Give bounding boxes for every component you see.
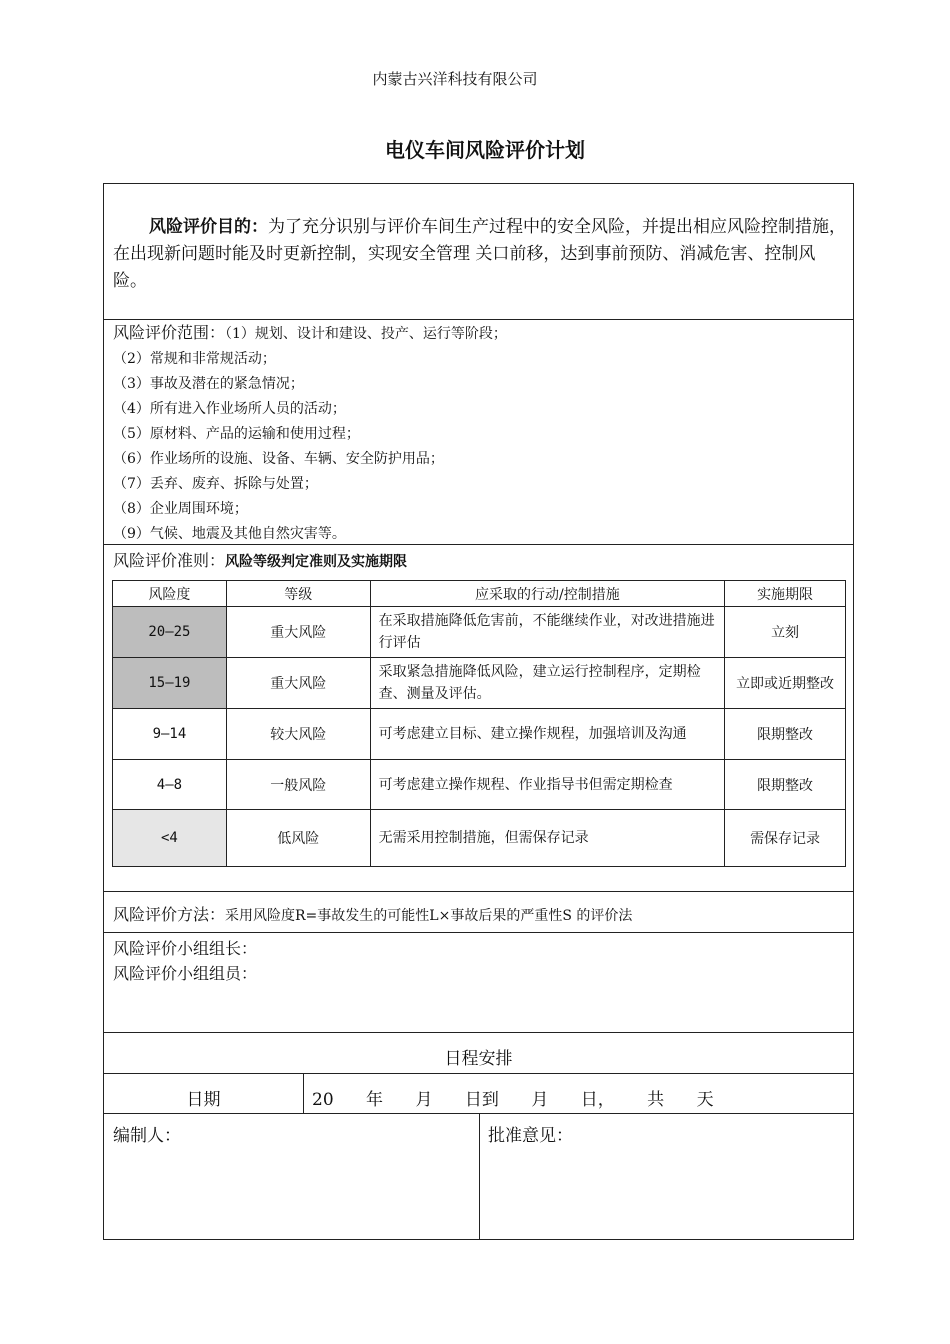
date-label: 日期	[186, 1090, 221, 1110]
column-header: 风险度	[113, 581, 227, 607]
divider	[479, 1113, 480, 1240]
method-label: 风险评价方法：	[113, 905, 226, 924]
table-row	[113, 607, 846, 658]
risk-level-cell: 低风险	[226, 810, 370, 867]
approval-label: 批准意见：	[488, 1126, 573, 1146]
column-header: 等级	[226, 581, 370, 607]
compiler-label: 编制人：	[113, 1126, 181, 1146]
risk-deadline-cell: 限期整改	[725, 760, 846, 810]
team-section	[113, 936, 257, 986]
risk-level-cell: 重大风险	[226, 607, 370, 658]
scope-item: （7）丢弃、废弃、拆除与处置；	[113, 476, 318, 492]
scope-item: （6）作业场所的设施、设备、车辆、安全防护用品；	[113, 451, 444, 467]
divider	[104, 891, 853, 892]
column-header: 应采取的行动/控制措施	[370, 581, 724, 607]
scope-item: （9）气候、地震及其他自然灾害等。	[113, 526, 346, 542]
scope-header	[113, 322, 507, 345]
schedule-title: 日程安排	[444, 1049, 513, 1069]
scope-item: （5）原材料、产品的运输和使用过程；	[113, 426, 360, 442]
risk-deadline-cell: 立即或近期整改	[725, 658, 846, 709]
divider	[104, 1032, 853, 1033]
risk-action-cell: 可考虑建立操作规程、作业指导书但需定期检查	[370, 760, 724, 810]
risk-level-cell: 一般风险	[226, 760, 370, 810]
risk-level-cell: 较大风险	[226, 709, 370, 760]
risk-action-cell: 在采取措施降低危害前，不能继续作业，对改进措施进行评估	[370, 607, 724, 658]
date-value: 20 年 月 日到 月 日， 共 天	[312, 1090, 714, 1110]
plan-form	[103, 183, 854, 1240]
criteria-header	[113, 548, 407, 571]
criteria-title: 风险等级判定准则及实施期限	[225, 554, 408, 570]
risk-level-cell: 重大风险	[226, 658, 370, 709]
criteria-label: 风险评价准则：	[113, 551, 226, 570]
risk-deadline-cell: 需保存记录	[725, 810, 846, 867]
table-row	[113, 709, 846, 760]
table-row	[113, 760, 846, 810]
risk-deadline-cell: 立刻	[725, 607, 846, 658]
risk-deadline-cell: 限期整改	[725, 709, 846, 760]
divider	[303, 1073, 304, 1113]
scope-item: （1）规划、设计和建设、投产、运行等阶段；	[225, 326, 507, 342]
table-row	[113, 658, 846, 709]
divider	[104, 544, 853, 545]
column-header: 实施期限	[725, 581, 846, 607]
scope-list	[113, 347, 444, 547]
scope-item: （4）所有进入作业场所人员的活动；	[113, 401, 346, 417]
risk-degree-cell: <4	[113, 810, 227, 867]
risk-action-cell: 可考虑建立目标、建立操作规程，加强培训及沟通	[370, 709, 724, 760]
company-name: 内蒙古兴洋科技有限公司	[372, 70, 538, 88]
scope-label: 风险评价范围：	[113, 323, 226, 342]
purpose-section	[113, 214, 846, 295]
divider	[104, 932, 853, 933]
purpose-text: 为了充分识别与评价车间生产过程中的安全风险，并提出相应风险控制措施，在出现新问题时能及时更新控制，实现安全管理 关口前移，达到事前预防、消减危害、控制风险。	[113, 217, 846, 291]
risk-degree-cell: 4—8	[113, 760, 227, 810]
purpose-label: 风险评价目的：	[149, 217, 268, 237]
risk-action-cell: 无需采用控制措施，但需保存记录	[370, 810, 724, 867]
risk-degree-cell: 15—19	[113, 658, 227, 709]
divider	[104, 319, 853, 320]
table-row	[113, 810, 846, 867]
team-leader-label: 风险评价小组组长：	[113, 939, 258, 958]
team-members-label: 风险评价小组组员：	[113, 964, 258, 983]
table-header-row	[113, 581, 846, 607]
risk-degree-cell: 20—25	[113, 607, 227, 658]
scope-item: （3）事故及潜在的紧急情况；	[113, 376, 304, 392]
page-title: 电仪车间风险评价计划	[385, 138, 585, 162]
divider	[104, 1073, 853, 1074]
method-text: 采用风险度R=事故发生的可能性L×事故后果的严重性S 的评价法	[225, 908, 633, 924]
risk-degree-cell: 9—14	[113, 709, 227, 760]
risk-criteria-table	[112, 580, 846, 867]
scope-item: （8）企业周围环境；	[113, 501, 248, 517]
risk-action-cell: 采取紧急措施降低风险，建立运行控制程序，定期检查、测量及评估。	[370, 658, 724, 709]
method-section	[113, 902, 632, 925]
scope-item: （2）常规和非常规活动；	[113, 351, 276, 367]
